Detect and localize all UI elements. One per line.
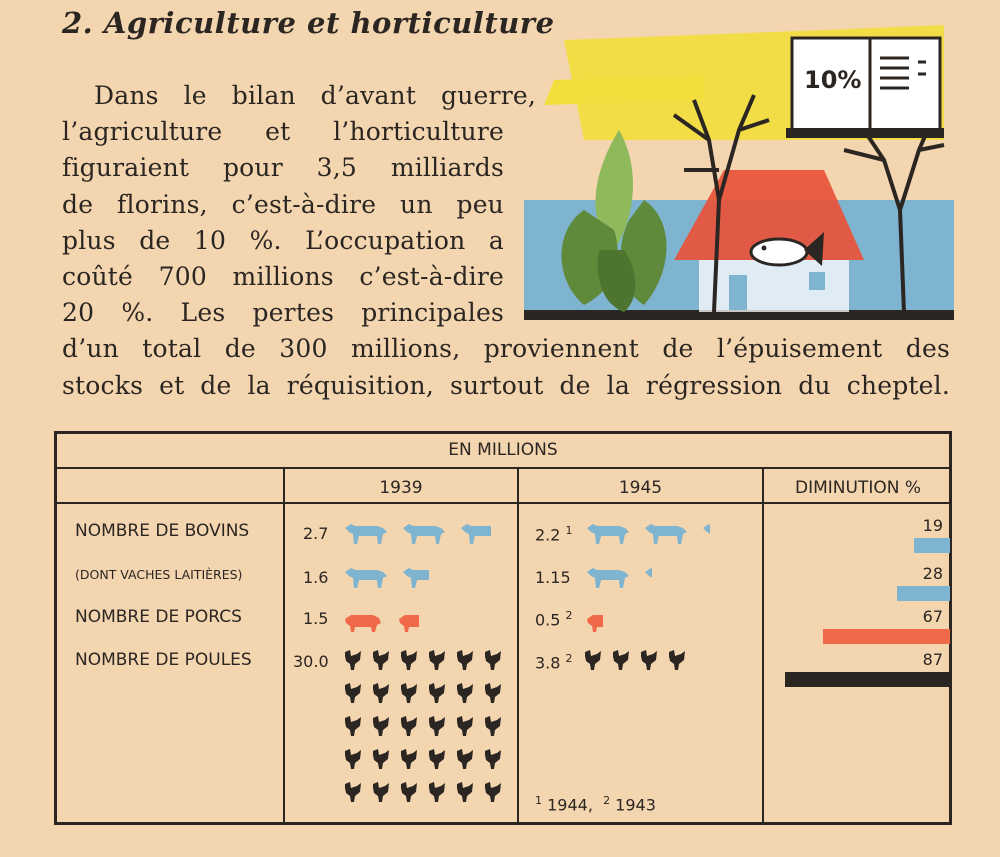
paragraph-line: coûté 700 millions c’est-à-dire [62, 262, 504, 292]
paragraph-line: de florins, c’est-à-dire un peu [62, 189, 504, 219]
hen-icon [369, 714, 391, 738]
hen-icon [397, 714, 419, 738]
divider [517, 469, 519, 822]
hen-icon [665, 648, 687, 672]
hen-icon [369, 747, 391, 771]
value-1939-cattle: 2.7 [303, 524, 329, 543]
paragraph-line: 20 %. Les pertes principales [62, 298, 504, 328]
row-label-cattle: NOMBRE DE BOVINS [75, 521, 250, 541]
hen-icon [453, 780, 475, 804]
pig-icon [343, 610, 383, 636]
value-1939-pigs: 1.5 [303, 609, 329, 628]
divider [57, 467, 949, 469]
hen-icon [453, 681, 475, 705]
hen-icon [581, 648, 603, 672]
value-1939-hens: 30.0 [293, 652, 329, 671]
decrease-cattle: 19 [922, 516, 943, 535]
hen-icon [397, 747, 419, 771]
hen-icon [425, 747, 447, 771]
decrease-bar-cattle [914, 538, 950, 553]
cow-icon [343, 564, 389, 590]
cow-icon [343, 520, 389, 546]
hen-icon [453, 747, 475, 771]
cow-icon [643, 564, 652, 590]
pig-icon [397, 610, 419, 636]
hen-icon [341, 648, 363, 672]
paragraph-line: plus de 10 %. L’occupation a [62, 225, 504, 255]
cow-icon [459, 520, 491, 546]
hen-icon [397, 780, 419, 804]
paragraph-line: Dans le bilan d’avant guerre, [94, 81, 536, 110]
header-1945: 1945 [618, 478, 663, 498]
row-label-dairy: (DONT VACHES LAITIÈRES) [75, 567, 243, 582]
hen-icon [481, 747, 503, 771]
value-1945-pigs: 0.5 $^2$ [535, 609, 573, 630]
value-1939-dairy: 1.6 [303, 568, 329, 587]
cow-icon [585, 520, 631, 546]
value-1945-dairy: 1.15 [535, 568, 571, 587]
cow-icon [401, 520, 447, 546]
hen-icon [453, 648, 475, 672]
hen-icon [425, 780, 447, 804]
cow-icon [701, 520, 710, 546]
footnote: $^1$ 1944, $^2$ 1943 [535, 794, 656, 815]
divider [762, 469, 764, 822]
livestock-table [54, 431, 952, 825]
hen-icon [425, 681, 447, 705]
pig-icon [585, 610, 603, 636]
hen-icon [397, 648, 419, 672]
header-decrease: DIMINUTION % [795, 478, 921, 498]
hen-icon [341, 714, 363, 738]
decrease-bar-dairy [897, 586, 950, 601]
row-label-pigs: NOMBRE DE PORCS [75, 607, 242, 627]
plant-icon [562, 130, 667, 312]
value-1945-hens: 3.8 $^2$ [535, 652, 573, 673]
paragraph-line: figuraient pour 3,5 milliards [62, 153, 504, 183]
decrease-hens: 87 [922, 650, 943, 669]
paragraph-line: stocks et de la réquisition, surtout de la régression du cheptel. [62, 370, 950, 400]
cow-icon [643, 520, 689, 546]
hen-icon [425, 714, 447, 738]
row-label-hens: NOMBRE DE POULES [75, 650, 252, 670]
hen-icon [397, 681, 419, 705]
hen-icon [369, 780, 391, 804]
decrease-bar-hens [785, 672, 950, 687]
hen-icon [369, 648, 391, 672]
decrease-bar-pigs [823, 629, 950, 644]
decrease-dairy: 28 [922, 564, 943, 583]
hen-icon [609, 648, 631, 672]
paragraph-line: d’un total de 300 millions, proviennent de l’épuisement des [62, 334, 950, 364]
decrease-pigs: 67 [922, 607, 943, 626]
section-title: 2. Agriculture et horticulture [62, 6, 555, 40]
book-label: 10% [804, 66, 862, 94]
hen-icon [481, 681, 503, 705]
header-1939: 1939 [379, 478, 423, 498]
hen-icon [341, 681, 363, 705]
paragraph-line: l’agriculture et l’horticulture [62, 117, 504, 147]
hen-icon [481, 648, 503, 672]
hen-icon [453, 714, 475, 738]
value-1945-cattle: 2.2 $^1$ [535, 524, 573, 545]
hen-icon [481, 714, 503, 738]
cow-icon [401, 564, 429, 590]
divider [57, 502, 949, 504]
divider [283, 469, 285, 822]
hen-icon [637, 648, 659, 672]
unit-header: EN MILLIONS [448, 440, 558, 460]
farm-illustration [524, 20, 954, 325]
hen-icon [341, 747, 363, 771]
hen-icon [341, 780, 363, 804]
cow-icon [585, 564, 631, 590]
hen-icon [481, 780, 503, 804]
hen-icon [425, 648, 447, 672]
hen-icon [369, 681, 391, 705]
